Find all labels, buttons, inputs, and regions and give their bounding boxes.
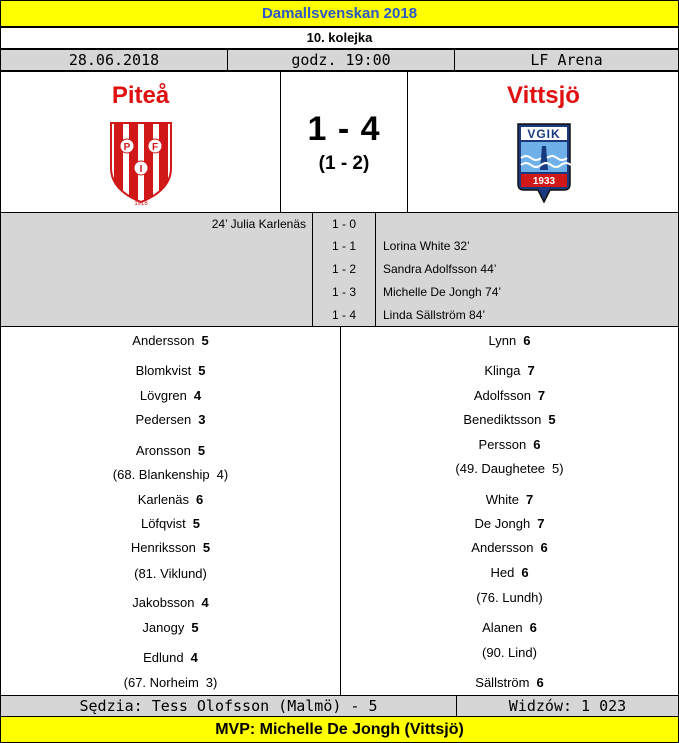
away-goals	[376, 213, 678, 326]
match-info-row	[0, 49, 679, 71]
player-row: Adolfsson 7	[473, 388, 546, 403]
full-time-score: 1 - 4	[307, 110, 381, 148]
score-progress	[313, 213, 376, 326]
match-date: 28.06.2018	[1, 50, 228, 70]
substitute-row: (49. Daughetee 5)	[455, 461, 564, 476]
player-row: Henriksson 5	[130, 540, 211, 555]
match-venue: LF Arena	[530, 51, 603, 69]
away-goal: Sandra Adolfsson 44’	[383, 262, 497, 276]
home-lineup	[1, 327, 341, 695]
player-row: Klinga 7	[484, 363, 535, 378]
round-label: 10. kolejka	[0, 27, 679, 49]
player-row: Lynn 6	[488, 333, 531, 348]
competition-title: Damallsvenskan 2018	[0, 0, 679, 27]
substitute-row: (90. Lind)	[482, 645, 537, 660]
away-goal: Michelle De Jongh 74’	[383, 285, 502, 299]
home-goal: 24’ Julia Karlenäs	[211, 217, 306, 231]
away-lineup	[341, 327, 678, 695]
player-row: Persson 6	[478, 437, 541, 452]
away-goal: Lorina White 32’	[383, 239, 470, 253]
crest-letter-f: F	[151, 142, 158, 153]
crest-year-1933: 1933	[532, 176, 555, 187]
crest-vgik: VGIK	[526, 127, 561, 141]
score-step: 1 - 3	[331, 285, 356, 299]
substitute-row: (67. Norheim 3)	[123, 675, 218, 690]
player-row: Aronsson 5	[135, 443, 206, 458]
player-row: Alanen 6	[482, 620, 537, 635]
score-step: 1 - 0	[331, 217, 356, 231]
crest-letter-p: P	[123, 142, 130, 153]
player-row: Hed 6	[490, 565, 529, 580]
player-row: White 7	[485, 492, 534, 507]
player-row: Karlenäs 6	[137, 492, 204, 507]
crest-letter-i: I	[139, 164, 142, 175]
score-step: 1 - 2	[331, 262, 356, 276]
teams-row	[0, 71, 679, 213]
home-team	[1, 72, 281, 212]
score-box	[281, 72, 407, 212]
attendance-info: Widzów: 1 023	[508, 697, 627, 715]
score-step: 1 - 1	[331, 239, 356, 253]
footer-row	[0, 695, 679, 717]
away-team-name: Vittsjö	[507, 82, 580, 109]
substitute-row: (81. Viklund)	[134, 566, 207, 581]
away-goal: Linda Sällström 84’	[383, 308, 486, 322]
home-team-name: Piteå	[111, 82, 170, 109]
mvp-banner: MVP: Michelle De Jongh (Vittsjö)	[0, 716, 679, 743]
player-row: Edlund 4	[143, 650, 198, 665]
substitute-row: (68. Blankenship 4)	[112, 467, 229, 482]
player-row: Jakobsson 4	[132, 595, 209, 610]
lineups-row	[0, 326, 679, 696]
crest-year: 1918	[133, 201, 148, 206]
player-row: Sällström 6	[475, 675, 544, 690]
home-goals	[1, 213, 313, 326]
half-time-score: (1 - 2)	[318, 153, 370, 174]
substitute-row: (76. Lundh)	[476, 590, 543, 605]
player-row: Janogy 5	[142, 620, 199, 635]
score-step: 1 - 4	[331, 308, 356, 322]
vittsjo-crest-icon	[514, 120, 574, 206]
match-time: godz. 19:00	[228, 50, 455, 70]
away-team	[407, 72, 679, 212]
player-row: Andersson 5	[132, 333, 209, 348]
referee-info: Sędzia: Tess Olofsson (Malmö) - 5	[1, 696, 457, 716]
player-row: Blomkvist 5	[135, 363, 206, 378]
player-row: Löfqvist 5	[140, 516, 201, 531]
goals-row	[0, 212, 679, 327]
player-row: De Jongh 7	[474, 516, 545, 531]
player-row: Pedersen 3	[135, 412, 206, 427]
player-row: Andersson 6	[471, 540, 548, 555]
player-row: Lövgren 4	[139, 388, 202, 403]
pitea-crest-icon	[106, 118, 176, 206]
player-row: Benediktsson 5	[463, 412, 556, 427]
